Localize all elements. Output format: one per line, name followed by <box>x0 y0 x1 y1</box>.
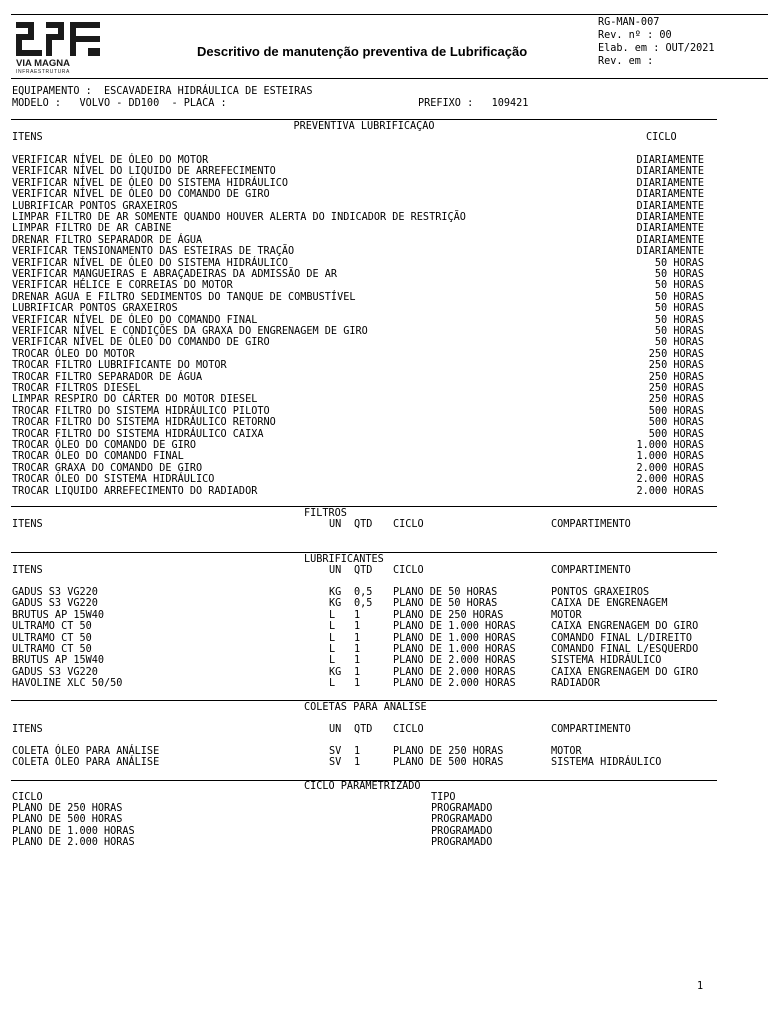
table-row <box>12 598 704 609</box>
cell-compartimento: COMANDO FINAL L/ESQUERDO <box>551 644 699 655</box>
coletas-title: COLETAS PARA ANALISE <box>304 702 427 713</box>
list-item <box>12 235 704 246</box>
table-row <box>12 655 704 666</box>
cell-un: L <box>329 678 336 690</box>
cell-un: L <box>329 621 336 633</box>
list-item <box>12 406 704 417</box>
cell-item: ULTRAMO CT 50 <box>12 621 92 633</box>
preventiva-title: PREVENTIVA LUBRIFICAÇÃO <box>293 121 435 132</box>
item-ciclo: DIARIAMENTE <box>636 189 704 201</box>
cell-compartimento: MOTOR <box>551 609 582 621</box>
cell-qtd: 1 <box>354 678 361 690</box>
item-label: TROCAR FILTRO DO SISTEMA HIDRÁULICO PILOTO <box>12 405 270 417</box>
item-label: TROCAR FILTRO DO SISTEMA HIDRÁULICO CAIXA <box>12 428 264 440</box>
list-item <box>12 166 704 177</box>
cell-un: KG <box>329 587 342 598</box>
list-item <box>12 212 704 223</box>
table-row <box>12 678 704 689</box>
cell-qtd: 0,5 <box>354 598 373 610</box>
cell-un: SV <box>329 746 342 757</box>
section-rule <box>11 506 717 507</box>
cell-un: KG <box>329 598 342 610</box>
list-item <box>12 280 704 291</box>
item-ciclo: 250 HORAS <box>648 394 704 406</box>
list-item <box>12 372 704 383</box>
item-ciclo: DIARIAMENTE <box>636 200 704 212</box>
col-qtd: QTD <box>354 724 373 735</box>
ciclo-param-header <box>12 792 704 803</box>
item-label: LIMPAR FILTRO DE AR CABINE <box>12 223 172 235</box>
table-row <box>12 814 704 825</box>
section-rule <box>11 119 717 120</box>
item-label: VERIFICAR NÍVEL DE ÓLEO DO MOTOR <box>12 155 209 166</box>
cell-item: COLETA ÓLEO PARA ANÁLISE <box>12 746 160 757</box>
col-un: UN <box>329 724 342 735</box>
item-label: VERIFICAR NÍVEL DE ÓLEO DO COMANDO FINAL <box>12 314 258 326</box>
col-tipo: TIPO <box>431 792 456 803</box>
item-ciclo: 50 HORAS <box>654 291 704 303</box>
cell-compartimento: PONTOS GRAXEIROS <box>551 587 650 598</box>
cell-tipo: PROGRAMADO <box>431 825 493 837</box>
cell-item: GADUS S3 VG220 <box>12 587 98 598</box>
page-number: 1 <box>697 981 704 992</box>
list-item <box>12 474 704 485</box>
col-itens: ITENS <box>12 724 43 735</box>
cell-compartimento: CAIXA DE ENGRENAGEM <box>551 598 668 610</box>
header-rule <box>11 78 768 79</box>
via-magna-logo <box>14 20 108 74</box>
cell-qtd: 1 <box>354 632 361 644</box>
cell-compartimento: RADIADOR <box>551 678 601 690</box>
list-item <box>12 189 704 200</box>
list-item <box>12 292 704 303</box>
cell-compartimento: CAIXA ENGRENAGEM DO GIRO <box>551 666 699 678</box>
cell-qtd: 1 <box>354 621 361 633</box>
list-item <box>12 486 704 497</box>
item-label: TROCAR FILTRO DO SISTEMA HIDRÁULICO RETORNO <box>12 417 276 429</box>
cell-item: ULTRAMO CT 50 <box>12 632 92 644</box>
list-item <box>12 178 704 189</box>
cell-un: L <box>329 655 336 667</box>
col-qtd: QTD <box>354 519 373 530</box>
cell-item: COLETA ÓLEO PARA ANÁLISE <box>12 757 160 769</box>
model-line: MODELO : VOLVO - DD100 - PLACA : <box>12 98 227 109</box>
item-label: VERIFICAR NÍVEL DE ÓLEO DO SISTEMA HIDRÁULICO <box>12 177 289 189</box>
col-un: UN <box>329 519 342 530</box>
prefixo-value: PREFIXO : 109421 <box>418 98 529 109</box>
item-ciclo: 2.000 HORAS <box>636 474 704 486</box>
cell-ciclo: PLANO DE 1.000 HORAS <box>393 621 516 633</box>
rev-number: Rev. nº : 00 <box>598 30 672 41</box>
cell-qtd: 1 <box>354 666 361 678</box>
table-row <box>12 610 704 621</box>
item-ciclo: 50 HORAS <box>654 280 704 292</box>
list-item <box>12 326 704 337</box>
item-label: VERIFICAR NÍVEL DE ÓLEO DO COMANDO DE GIRO <box>12 189 270 201</box>
logo-subtext: INFRAESTRUTURA <box>16 69 70 74</box>
cell-un: L <box>329 644 336 655</box>
list-item <box>12 223 704 234</box>
cell-compartimento: CAIXA ENGRENAGEM DO GIRO <box>551 621 699 633</box>
table-row <box>12 837 704 848</box>
item-label: TROCAR ÓLEO DO MOTOR <box>12 348 135 360</box>
item-label: VERIFICAR NÍVEL DO LIQUIDO DE ARREFECIMENTO <box>12 166 276 178</box>
lubrificantes-title: LUBRIFICANTES <box>304 554 384 565</box>
cell-tipo: PROGRAMADO <box>431 837 493 849</box>
list-item <box>12 258 704 269</box>
cell-un: KG <box>329 666 342 678</box>
logo-mark-icon <box>14 20 108 74</box>
table-row <box>12 633 704 644</box>
cell-compartimento: SISTEMA HIDRÁULICO <box>551 655 662 667</box>
cell-tipo: PROGRAMADO <box>431 814 493 826</box>
cell-item: BRUTUS AP 15W40 <box>12 609 105 621</box>
list-item <box>12 246 704 257</box>
elab-date: Elab. em : OUT/2021 <box>598 43 715 54</box>
cell-qtd: 1 <box>354 746 361 757</box>
item-ciclo: 50 HORAS <box>654 314 704 326</box>
list-item <box>12 315 704 326</box>
item-label: TROCAR FILTROS DIESEL <box>12 383 141 394</box>
col-compartimento: COMPARTIMENTO <box>551 724 631 735</box>
list-item <box>12 451 704 462</box>
col-itens: ITENS <box>12 565 43 576</box>
logo-text: VIA MAGNA <box>16 58 71 69</box>
list-item <box>12 383 704 394</box>
item-ciclo: DIARIAMENTE <box>636 223 704 235</box>
item-ciclo: 1.000 HORAS <box>636 440 704 451</box>
coletas-header <box>12 724 704 735</box>
col-compartimento: COMPARTIMENTO <box>551 519 631 530</box>
item-label: DRENAR FILTRO SEPARADOR DE ÁGUA <box>12 234 203 246</box>
cell-tipo: PROGRAMADO <box>431 803 493 814</box>
cell-ciclo: PLANO DE 2.000 HORAS <box>12 837 135 849</box>
table-row <box>12 757 704 768</box>
section-rule <box>11 700 717 701</box>
item-ciclo: 250 HORAS <box>648 383 704 394</box>
cell-compartimento: SISTEMA HIDRÁULICO <box>551 757 662 769</box>
item-ciclo: 50 HORAS <box>654 303 704 315</box>
col-ciclo: CICLO <box>12 792 43 803</box>
item-label: VERIFICAR NÍVEL DE ÓLEO DO SISTEMA HIDRÁULICO <box>12 257 289 269</box>
table-row <box>12 644 704 655</box>
table-row <box>12 746 704 757</box>
item-label: VERIFICAR MANGUEIRAS E ABRAÇADEIRAS DA ADMISSÃO DE AR <box>12 269 338 280</box>
cell-un: SV <box>329 757 342 769</box>
cell-ciclo: PLANO DE 250 HORAS <box>393 746 504 757</box>
cell-item: HAVOLINE XLC 50/50 <box>12 678 123 690</box>
item-label: VERIFICAR NÍVEL E CONDIÇÕES DA GRAXA DO ENGRENAGEM DE GIRO <box>12 326 368 337</box>
cell-qtd: 0,5 <box>354 587 373 598</box>
ciclo-param-title: CICLO PARAMETRIZADO <box>304 781 421 792</box>
item-ciclo: 500 HORAS <box>648 417 704 429</box>
item-ciclo: 50 HORAS <box>654 257 704 269</box>
col-itens: ITENS <box>12 519 43 530</box>
doc-code: RG-MAN-007 <box>598 17 660 28</box>
item-ciclo: 250 HORAS <box>648 371 704 383</box>
col-itens: ITENS <box>12 132 43 143</box>
cell-ciclo: PLANO DE 50 HORAS <box>393 598 498 610</box>
list-item <box>12 337 704 348</box>
cell-ciclo: PLANO DE 2.000 HORAS <box>393 655 516 667</box>
list-item <box>12 269 704 280</box>
item-ciclo: 50 HORAS <box>654 337 704 349</box>
equipment-line: EQUIPAMENTO : ESCAVADEIRA HIDRÁULICA DE ESTEIRAS <box>12 86 313 97</box>
col-un: UN <box>329 565 342 576</box>
top-rule <box>11 14 768 15</box>
item-ciclo: 2.000 HORAS <box>636 462 704 474</box>
table-row <box>12 621 704 632</box>
table-row <box>12 587 704 598</box>
col-ciclo: CICLO <box>393 724 424 735</box>
list-item <box>12 429 704 440</box>
cell-ciclo: PLANO DE 500 HORAS <box>12 814 123 826</box>
item-ciclo: DIARIAMENTE <box>636 177 704 189</box>
cell-ciclo: PLANO DE 500 HORAS <box>393 757 504 769</box>
item-ciclo: 250 HORAS <box>648 360 704 372</box>
list-item <box>12 201 704 212</box>
item-label: LUBRIFICAR PONTOS GRAXEIROS <box>12 200 178 212</box>
cell-un: L <box>329 609 336 621</box>
list-item <box>12 155 704 166</box>
list-item <box>12 417 704 428</box>
cell-ciclo: PLANO DE 2.000 HORAS <box>393 666 516 678</box>
item-ciclo: 50 HORAS <box>654 269 704 280</box>
item-ciclo: 500 HORAS <box>648 405 704 417</box>
item-label: LUBRIFICAR PONTOS GRAXEIROS <box>12 303 178 315</box>
list-item <box>12 349 704 360</box>
list-item <box>12 394 704 405</box>
item-ciclo: 250 HORAS <box>648 348 704 360</box>
item-label: LIMPAR FILTRO DE AR SOMENTE QUANDO HOUVER ALERTA DO INDICADOR DE RESTRIÇÃO <box>12 212 466 223</box>
item-label: LIMPAR RESPIRO DO CÁRTER DO MOTOR DIESEL <box>12 394 258 406</box>
cell-ciclo: PLANO DE 1.000 HORAS <box>12 825 135 837</box>
cell-qtd: 1 <box>354 644 361 655</box>
col-ciclo: CICLO <box>646 132 677 143</box>
list-item <box>12 360 704 371</box>
cell-ciclo: PLANO DE 1.000 HORAS <box>393 644 516 655</box>
cell-ciclo: PLANO DE 250 HORAS <box>393 609 504 621</box>
table-row <box>12 826 704 837</box>
cell-ciclo: PLANO DE 2.000 HORAS <box>393 678 516 690</box>
list-item <box>12 303 704 314</box>
item-ciclo: 1.000 HORAS <box>636 451 704 463</box>
col-ciclo: CICLO <box>393 519 424 530</box>
cell-compartimento: COMANDO FINAL L/DIREITO <box>551 632 693 644</box>
cell-qtd: 1 <box>354 609 361 621</box>
cell-item: ULTRAMO CT 50 <box>12 644 92 655</box>
list-item <box>12 463 704 474</box>
cell-compartimento: MOTOR <box>551 746 582 757</box>
col-qtd: QTD <box>354 565 373 576</box>
col-compartimento: COMPARTIMENTO <box>551 565 631 576</box>
lubrificantes-header <box>12 565 704 576</box>
preventiva-header <box>12 132 704 143</box>
filtros-header <box>12 519 704 530</box>
col-ciclo: CICLO <box>393 565 424 576</box>
cell-ciclo: PLANO DE 1.000 HORAS <box>393 632 516 644</box>
item-ciclo: 50 HORAS <box>654 326 704 337</box>
cell-item: GADUS S3 VG220 <box>12 598 98 610</box>
item-ciclo: DIARIAMENTE <box>636 234 704 246</box>
cell-qtd: 1 <box>354 655 361 667</box>
cell-qtd: 1 <box>354 757 361 769</box>
item-ciclo: DIARIAMENTE <box>636 212 704 223</box>
item-ciclo: 500 HORAS <box>648 428 704 440</box>
section-rule <box>11 552 717 553</box>
item-label: TROCAR GRAXA DO COMANDO DE GIRO <box>12 462 203 474</box>
item-label: TROCAR ÓLEO DO SISTEMA HIDRÁULICO <box>12 474 215 486</box>
item-ciclo: DIARIAMENTE <box>636 246 704 258</box>
item-label: VERIFICAR TENSIONAMENTO DAS ESTEIRAS DE TRAÇÃO <box>12 246 295 258</box>
cell-item: BRUTUS AP 15W40 <box>12 655 105 667</box>
document-title: Descritivo de manutenção preventiva de Lubrificação <box>197 44 528 59</box>
filtros-title: FILTROS <box>304 508 347 519</box>
item-label: TROCAR ÓLEO DO COMANDO DE GIRO <box>12 440 197 451</box>
item-ciclo: 2.000 HORAS <box>636 485 704 497</box>
item-ciclo: DIARIAMENTE <box>636 166 704 178</box>
cell-ciclo: PLANO DE 250 HORAS <box>12 803 123 814</box>
item-label: VERIFICAR HÉLICE E CORREIAS DO MOTOR <box>12 280 233 292</box>
list-item <box>12 440 704 451</box>
item-label: TROCAR FILTRO LUBRIFICANTE DO MOTOR <box>12 360 227 372</box>
item-label: TROCAR FILTRO SEPARADOR DE ÁGUA <box>12 371 203 383</box>
cell-un: L <box>329 632 336 644</box>
cell-item: GADUS S3 VG220 <box>12 666 98 678</box>
cell-ciclo: PLANO DE 50 HORAS <box>393 587 498 598</box>
rev-date: Rev. em : <box>598 56 654 67</box>
item-label: DRENAR AGUA E FILTRO SEDIMENTOS DO TANQUE DE COMBUSTÍVEL <box>12 291 356 303</box>
item-label: TROCAR LIQUIDO ARREFECIMENTO DO RADIADOR <box>12 485 258 497</box>
table-row <box>12 667 704 678</box>
item-ciclo: DIARIAMENTE <box>636 155 704 166</box>
table-row <box>12 803 704 814</box>
item-label: TROCAR ÓLEO DO COMANDO FINAL <box>12 451 184 463</box>
item-label: VERIFICAR NÍVEL DE ÓLEO DO COMANDO DE GIRO <box>12 337 270 349</box>
